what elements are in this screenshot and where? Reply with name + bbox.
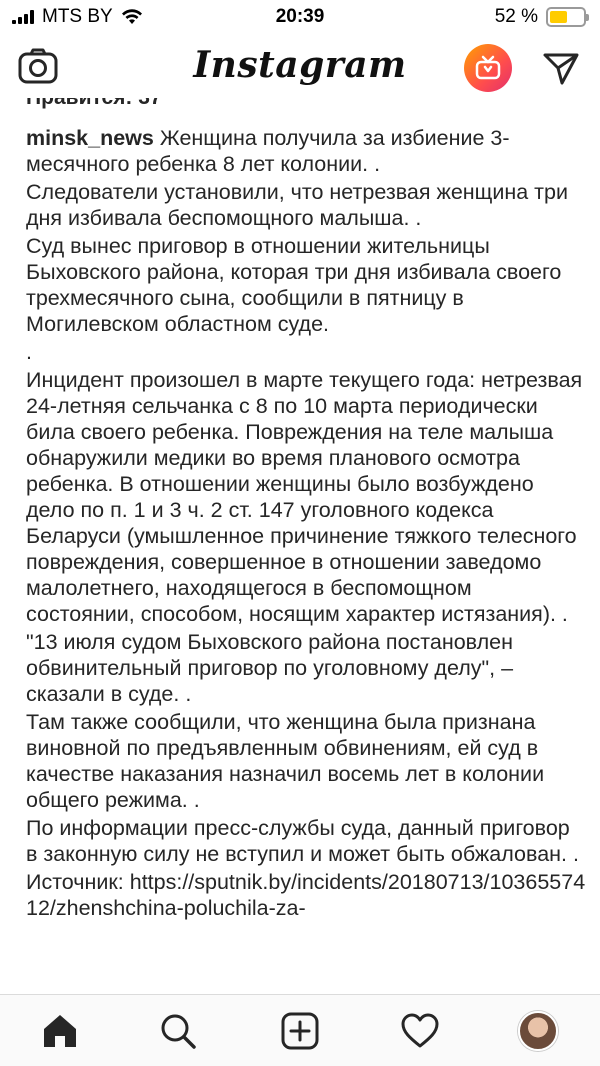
battery-info	[495, 6, 586, 28]
carrier-name: MTS BY	[42, 6, 113, 27]
status-bar	[0, 0, 600, 36]
battery-icon	[546, 7, 586, 27]
post-username[interactable]: minsk_news	[26, 126, 154, 150]
caption-first-line	[26, 125, 586, 177]
clock: 20:39	[275, 6, 325, 27]
battery-percent: 52 %	[494, 6, 538, 27]
app-header	[0, 36, 600, 98]
new-post-icon[interactable]	[278, 1009, 322, 1053]
caption-paragraph: Следователи установили, что нетрезвая женщина три дня избивала беспомощного малыша. .	[26, 180, 568, 230]
caption-paragraph: Суд вынес приговор в отношении жительницы Быховского района, которая три дня избивала своего трехмесячного сына, сообщили в пятницу в Могилевском областном суде.	[26, 234, 562, 336]
search-icon[interactable]	[156, 1009, 200, 1053]
caption-paragraph: По информации пресс-службы суда, данный приговор в законную силу не вступил и может быть обжалован. .	[26, 816, 579, 866]
igtv-icon[interactable]	[464, 44, 512, 92]
post-content	[0, 98, 600, 994]
instagram-logo: Instagram	[193, 44, 407, 86]
caption-paragraph: Инцидент произошел в марте текущего года: нетрезвая 24-летняя сельчанка с 8 по 10 марта периодически била своего ребенка. Повреждения на теле малыша обнаружили медики во время планового осмотра ребенка. В отношении женщины было возбуждено дело по п. 1 и 3 ч. 2 ст. 147 уголовного кодекса Беларуси (умышленное причинение тяжкого телесного повреждения, совершенное в отношении заведомо малолетнего, находящегося в беспомощном состоянии, способом, носящим характер истязания). .	[26, 368, 583, 626]
caption-source-link[interactable]: Источник: https://sputnik.by/incidents/20180713/1036557412/zhenshchina-poluchila-za-	[26, 870, 586, 920]
caption-paragraph: "13 июля судом Быховского района постановлен обвинительный приговор по уголовному делу", – сказали в суде. .	[26, 630, 514, 706]
direct-send-icon[interactable]	[542, 50, 580, 86]
home-icon[interactable]	[38, 1009, 82, 1053]
profile-avatar[interactable]	[516, 1009, 560, 1053]
activity-heart-icon[interactable]	[398, 1009, 442, 1053]
bottom-nav	[0, 994, 600, 1066]
post-caption	[26, 125, 586, 923]
avatar	[518, 1011, 558, 1051]
caption-paragraph: .	[26, 340, 32, 364]
battery-level	[550, 11, 567, 23]
caption-paragraph: Там также сообщили, что женщина была признана виновной по предъявленным обвинениям, ей суд в качестве наказания назначил восемь лет в колонии общего режима. .	[26, 710, 545, 812]
caption-text: Женщина получила за избиение 3-месячного ребенка 8 лет колонии. .	[26, 126, 510, 176]
